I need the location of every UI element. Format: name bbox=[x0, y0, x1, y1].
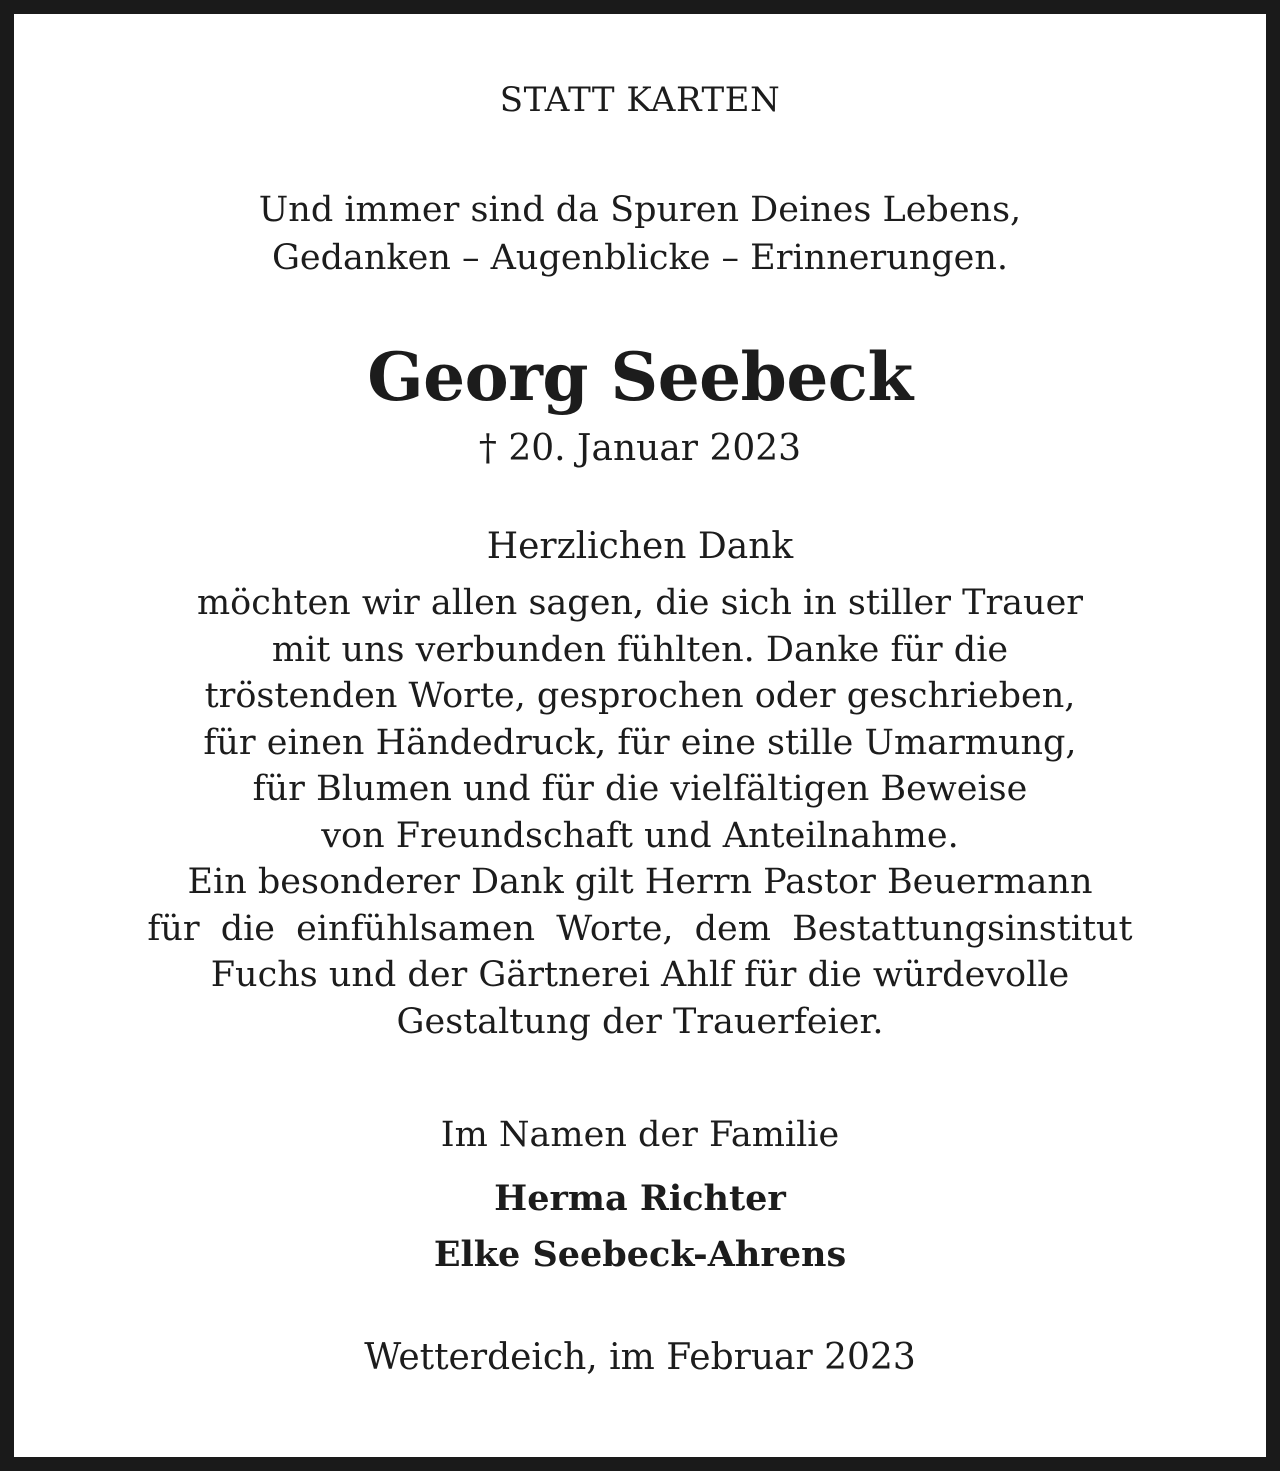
thanks-text-line: möchten wir allen sagen, die sich in stiller Trauer bbox=[196, 583, 1084, 623]
motto-line: Und immer sind da Spuren Deines Lebens, bbox=[258, 190, 1022, 230]
thanks-text-line: für einen Händedruck, für eine stille Umarmung, bbox=[203, 723, 1077, 763]
motto-line: Gedanken – Augenblicke – Erinnerungen. bbox=[271, 238, 1009, 278]
thanks-text-line: Ein besonderer Dank gilt Herrn Pastor Beuermann bbox=[187, 862, 1093, 902]
family-intro: Im Namen der Familie bbox=[440, 1115, 840, 1155]
thanks-text-line: für die einfühlsamen Worte, dem Bestattungsinstitut bbox=[147, 909, 1133, 949]
thanks-text-line: Fuchs und der Gärtnerei Ahlf für die würdevolle bbox=[210, 955, 1070, 995]
signer-name: Elke Seebeck-Ahrens bbox=[433, 1234, 847, 1275]
thanks-text-line: mit uns verbunden fühlten. Danke für die bbox=[271, 630, 1009, 670]
thanks-text-line: für Blumen und für die vielfältigen Beweise bbox=[252, 769, 1028, 809]
death-date: † 20. Januar 2023 bbox=[478, 428, 802, 469]
place-and-date: Wetterdeich, im Februar 2023 bbox=[364, 1337, 916, 1378]
deceased-name: Georg Seebeck bbox=[367, 338, 913, 416]
obituary-notice bbox=[14, 14, 1266, 1457]
thanks-heading: Herzlichen Dank bbox=[486, 526, 794, 567]
signer-name: Herma Richter bbox=[494, 1178, 786, 1219]
thanks-text-line: Gestaltung der Trauerfeier. bbox=[396, 1002, 884, 1042]
thanks-text-line: von Freundschaft und Anteilnahme. bbox=[321, 816, 959, 856]
thanks-text-line: tröstenden Worte, gesprochen oder geschrieben, bbox=[204, 676, 1076, 716]
notice-header: STATT KARTEN bbox=[499, 80, 781, 120]
